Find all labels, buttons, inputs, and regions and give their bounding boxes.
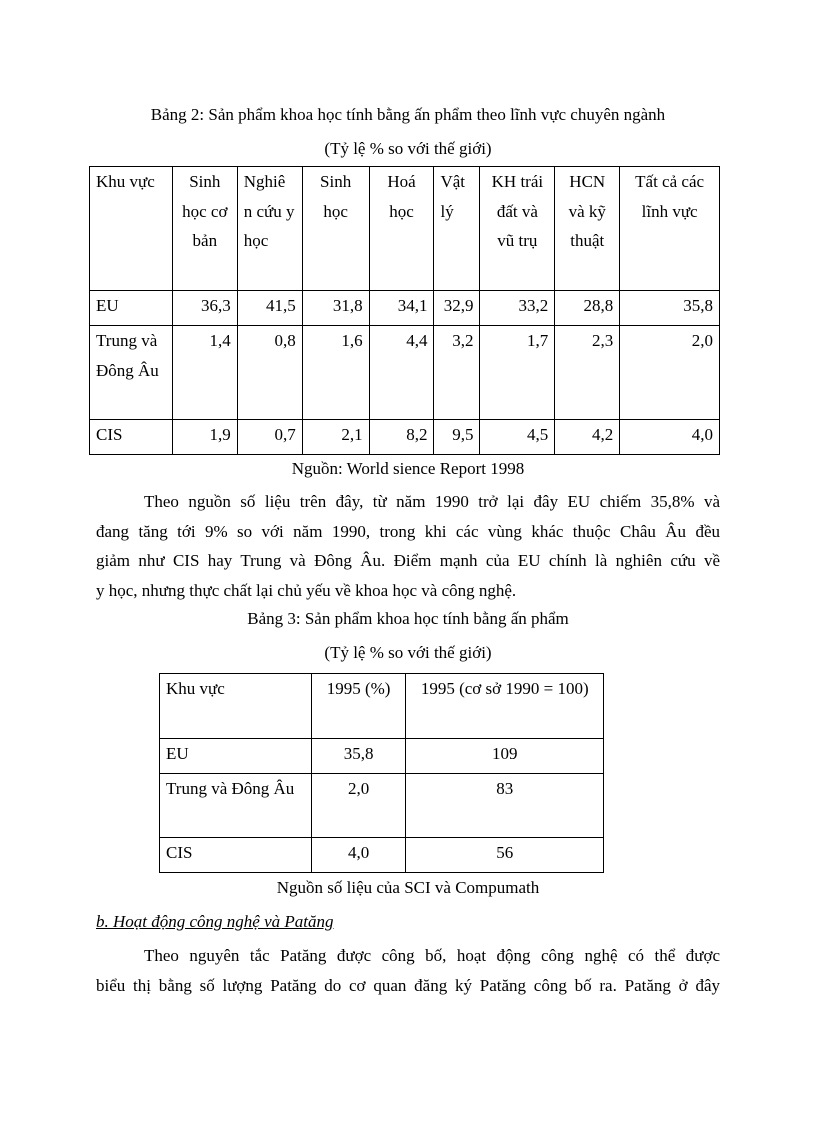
table2-subtitle: (Tỷ lệ % so với thế giới) [324,139,492,158]
table3-header: 1995 (%) [311,674,406,739]
table3-subtitle: (Tỷ lệ % so với thế giới) [324,643,492,662]
paragraph-line: giảm như CIS hay Trung và Đông Âu. Điểm mạnh của EU chính là nghiên cứu về [96,551,720,570]
table-cell: 31,8 [302,291,369,326]
table-cell: 2,0 [311,774,406,838]
table3-source: Nguồn số liệu của SCI và Compumath [276,878,540,897]
table-cell: 1,6 [302,326,369,420]
table-cell: Trung và Đông Âu [90,326,173,420]
table3-title: Bảng 3: Sản phẩm khoa học tính bằng ấn phẩm [247,609,569,628]
table-cell: CIS [90,420,173,455]
table2-header: Khu vực [90,167,173,291]
table-row [90,420,720,455]
table-row [160,774,604,838]
table-cell: 4,2 [555,420,620,455]
table-cell: 1,9 [172,420,237,455]
table-cell: 4,0 [620,420,720,455]
table3-header-row [160,674,604,739]
table2-header: Hoá học [369,167,434,291]
paragraph-line: Theo nguồn số liệu trên đây, từ năm 1990 trở lại đây EU chiếm 35,8% và [144,492,720,511]
table-cell: 4,4 [369,326,434,420]
table2-header: Vật lý [434,167,480,291]
table2-header: Sinh học [302,167,369,291]
table3-header: Khu vực [160,674,312,739]
table-cell: 2,3 [555,326,620,420]
table-cell: 32,9 [434,291,480,326]
table-cell: 0,8 [237,326,302,420]
paragraph-line: biểu thị bằng số lượng Patăng do cơ quan đăng ký Patăng công bố ra. Patăng ở đây [96,975,720,995]
table-cell: Trung và Đông Âu [160,774,312,838]
paragraph-1 [96,487,720,605]
table-row [90,291,720,326]
table-cell: 36,3 [172,291,237,326]
table-cell: 41,5 [237,291,302,326]
table-row [160,838,604,873]
table-row [90,326,720,420]
table-cell: 8,2 [369,420,434,455]
table-cell: CIS [160,838,312,873]
table-cell: 1,4 [172,326,237,420]
table-cell: 33,2 [480,291,555,326]
table-cell: 28,8 [555,291,620,326]
paragraph-line: Theo nguyên tắc Patăng được công bố, hoạt động công nghệ có thể được [144,946,720,965]
table-cell: 56 [406,838,604,873]
table-row [160,739,604,774]
table-cell: 4,5 [480,420,555,455]
table-cell: 0,7 [237,420,302,455]
table-cell: 34,1 [369,291,434,326]
table2-header: KH trái đất và vũ trụ [480,167,555,291]
table-cell: 35,8 [311,739,406,774]
table2-source: Nguồn: World sience Report 1998 [291,459,525,478]
table-cell: EU [90,291,173,326]
table-cell: 35,8 [620,291,720,326]
section-heading: b. Hoạt động công nghệ và Patăng [96,912,334,931]
table-cell: 3,2 [434,326,480,420]
table2-header: Nghiê n cứu y học [237,167,302,291]
table-cell: 2,1 [302,420,369,455]
table-cell: 9,5 [434,420,480,455]
table2-header: Sinh học cơ bản [172,167,237,291]
paragraph-line: y học, nhưng thực chất lại chủ yếu về khoa học và công nghệ. [96,580,517,600]
table-cell: 109 [406,739,604,774]
table2 [89,166,720,455]
table3-header: 1995 (cơ sở 1990 = 100) [406,674,604,739]
table2-header: Tất cả các lĩnh vực [620,167,720,291]
table-cell: 1,7 [480,326,555,420]
table3 [159,673,604,873]
table2-header-row [90,167,720,291]
paragraph-line: đang tăng tới 9% so với năm 1990, trong khi các vùng khác thuộc Châu Âu đều [96,521,720,541]
table-cell: 2,0 [620,326,720,420]
table-cell: EU [160,739,312,774]
table2-title: Bảng 2: Sản phẩm khoa học tính bằng ấn phẩm theo lĩnh vực chuyên ngành [150,105,666,124]
paragraph-2 [96,941,720,1000]
table-cell: 83 [406,774,604,838]
table2-header: HCN và kỹ thuật [555,167,620,291]
table-cell: 4,0 [311,838,406,873]
